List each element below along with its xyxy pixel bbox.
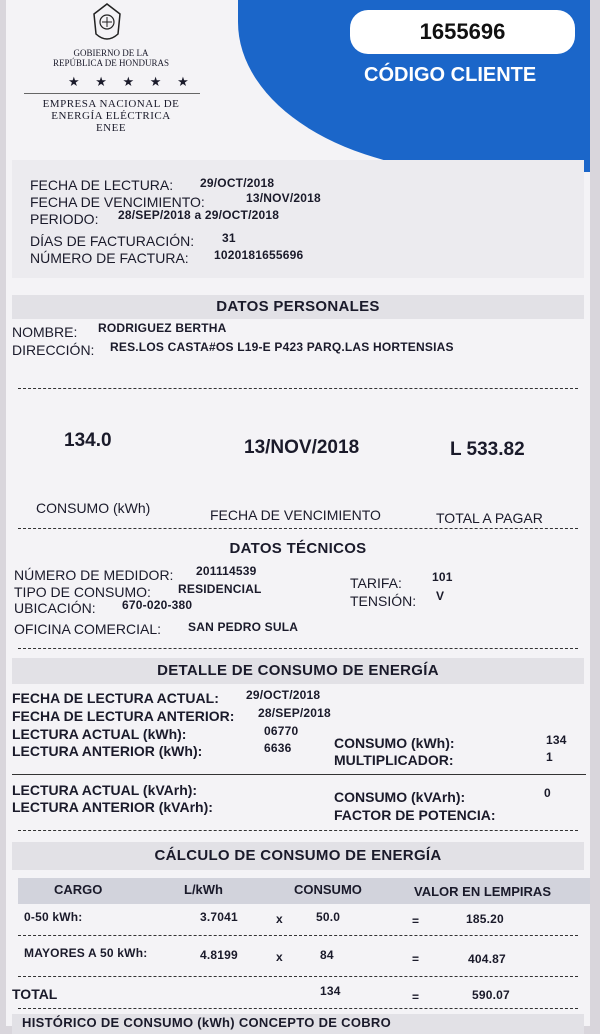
previous-date-label: FECHA DE LECTURA ANTERIOR:: [12, 708, 235, 724]
summary-total-value: L 533.82: [450, 439, 525, 460]
calc-row2-rate: 4.8199: [200, 948, 238, 962]
invoice-paper: [6, 0, 590, 1030]
calc-row2-label: MAYORES A 50 kWh:: [24, 946, 148, 960]
address-value: RES.LOS CASTA#OS L19-E P423 PARQ.LAS HORTENSIAS: [110, 340, 454, 354]
history-section-title: HISTÓRICO DE CONSUMO (kWh) CONCEPTO DE COBRO: [12, 1014, 584, 1034]
detail-title: DETALLE DE CONSUMO DE ENERGÍA: [12, 658, 584, 684]
calc-row2-times: x: [276, 950, 283, 964]
multiplier-label: MULTIPLICADOR:: [334, 752, 454, 768]
calc-col-rate: L/kWh: [184, 882, 223, 897]
header-divider: [24, 93, 200, 94]
calc-row1-qty: 50.0: [316, 910, 341, 924]
calc-total-equals: =: [412, 990, 420, 1004]
location-value: 670-020-380: [122, 598, 193, 612]
gov-line-1: GOBIERNO DE LA: [73, 48, 149, 58]
calc-total-label: TOTAL: [12, 986, 58, 1002]
dashed-divider: [18, 528, 578, 529]
consumption-kvarh-label: CONSUMO (kVArh):: [334, 789, 466, 805]
consumption-kvarh-value: 0: [544, 786, 551, 800]
calc-total-value: 590.07: [472, 988, 510, 1002]
billing-days-value: 31: [222, 231, 236, 245]
dashed-divider: [18, 935, 578, 936]
voltage-label: TENSIÓN:: [350, 593, 417, 609]
summary-total-label: TOTAL A PAGAR: [436, 510, 543, 526]
calc-total-qty: 134: [320, 984, 341, 998]
tariff-value: 101: [432, 570, 453, 584]
consumption-kwh-value: 134: [546, 733, 567, 747]
multiplier-value: 1: [546, 750, 553, 764]
dashed-divider: [18, 388, 578, 389]
calc-row1-value: 185.20: [466, 912, 504, 926]
office-label: OFICINA COMERCIAL:: [14, 621, 162, 637]
location-label: UBICACIÓN:: [14, 600, 96, 616]
consumption-type-label: TIPO DE CONSUMO:: [14, 584, 151, 600]
previous-kwh-label: LECTURA ANTERIOR (kWh):: [12, 743, 203, 759]
company-name: [36, 98, 186, 134]
meter-value: 201114539: [196, 564, 257, 578]
dashed-divider: [18, 830, 578, 831]
dashed-divider: [18, 648, 578, 649]
calc-col-consumption: CONSUMO: [294, 882, 362, 897]
stars-decoration: ★ ★ ★ ★ ★: [68, 74, 195, 89]
previous-date-value: 28/SEP/2018: [258, 706, 331, 720]
dashed-divider: [18, 1008, 578, 1009]
invoice-number-label: NÚMERO DE FACTURA:: [30, 250, 189, 266]
calc-row2-value: 404.87: [468, 952, 506, 966]
summary-due-date-label: FECHA DE VENCIMIENTO: [210, 507, 381, 523]
consumption-kwh-label: CONSUMO (kWh):: [334, 735, 455, 751]
reading-date-label: FECHA DE LECTURA:: [30, 177, 174, 193]
name-label: NOMBRE:: [12, 324, 78, 340]
company-line-3: ENEE: [95, 122, 127, 134]
meter-label: NÚMERO DE MEDIDOR:: [14, 567, 174, 583]
current-date-label: FECHA DE LECTURA ACTUAL:: [12, 690, 219, 706]
gov-line-2: REPÚBLICA DE HONDURAS: [52, 58, 169, 68]
calc-title: CÁLCULO DE CONSUMO DE ENERGÍA: [12, 842, 584, 870]
calc-col-charge: CARGO: [54, 882, 103, 897]
dashed-divider: [18, 976, 578, 977]
calc-row2-qty: 84: [320, 948, 334, 962]
calc-row1-rate: 3.7041: [200, 910, 238, 924]
summary-due-date-value: 13/NOV/2018: [244, 437, 360, 458]
name-value: RODRIGUEZ BERTHA: [98, 321, 227, 335]
summary-consumption-value: 134.0: [64, 430, 112, 451]
period-value: 28/SEP/2018 a 29/OCT/2018: [118, 208, 280, 222]
coat-of-arms-icon: [90, 2, 124, 46]
government-name: [46, 48, 176, 68]
summary-consumption-label: CONSUMO (kWh): [36, 500, 151, 516]
invoice-number-value: 1020181655696: [214, 248, 304, 262]
client-code-label: CÓDIGO CLIENTE: [364, 64, 537, 86]
previous-kvarh-label: LECTURA ANTERIOR (kVArh):: [12, 799, 213, 815]
current-kwh-label: LECTURA ACTUAL (kWh):: [12, 726, 187, 742]
address-label: DIRECCIÓN:: [12, 342, 95, 358]
tariff-label: TARIFA:: [350, 575, 402, 591]
technical-data-title: DATOS TÉCNICOS: [229, 540, 367, 557]
reading-date-value: 29/OCT/2018: [200, 176, 275, 190]
due-date-label: FECHA DE VENCIMIENTO:: [30, 194, 205, 210]
calc-row1-times: x: [276, 912, 283, 926]
client-code-value: 1655696: [350, 10, 575, 54]
period-label: PERIODO:: [30, 211, 99, 227]
company-line-2: ENERGÍA ELÉCTRICA: [51, 110, 171, 122]
current-date-value: 29/OCT/2018: [246, 688, 321, 702]
due-date-value: 13/NOV/2018: [246, 191, 321, 205]
previous-kwh-value: 6636: [264, 741, 292, 755]
calc-col-value: VALOR EN LEMPIRAS: [414, 884, 551, 899]
calc-row1-equals: =: [412, 914, 420, 928]
calc-row2-equals: =: [412, 952, 420, 966]
power-factor-label: FACTOR DE POTENCIA:: [334, 807, 496, 823]
current-kwh-value: 06770: [264, 724, 299, 738]
voltage-value: V: [436, 589, 445, 603]
calc-row1-label: 0-50 kWh:: [24, 910, 83, 924]
company-line-1: EMPRESA NACIONAL DE: [42, 98, 180, 110]
personal-data-title: DATOS PERSONALES: [12, 295, 584, 319]
detail-divider: [12, 774, 586, 775]
consumption-type-value: RESIDENCIAL: [178, 582, 262, 596]
billing-days-label: DÍAS DE FACTURACIÓN:: [30, 233, 195, 249]
office-value: SAN PEDRO SULA: [188, 620, 299, 634]
current-kvarh-label: LECTURA ACTUAL (kVArh):: [12, 782, 198, 798]
